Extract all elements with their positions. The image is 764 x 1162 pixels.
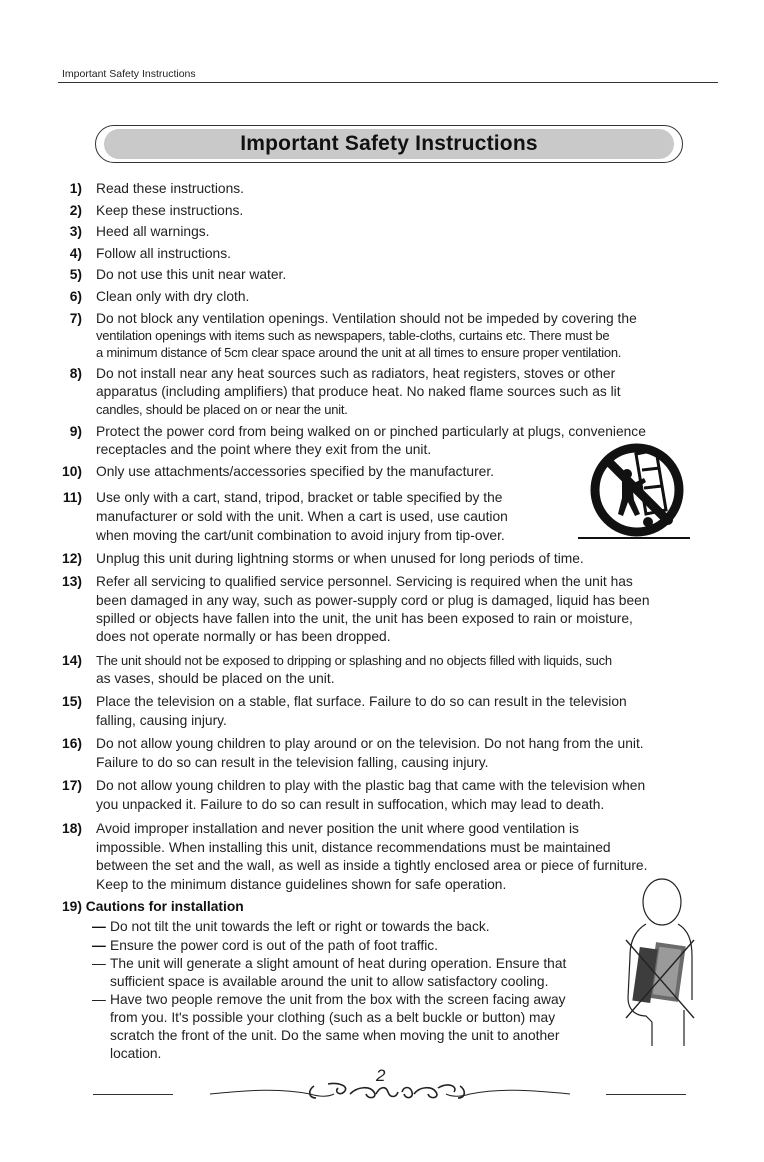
item-line: Follow all instructions. xyxy=(96,246,231,261)
item-line: manufacturer or sold with the unit. When a cart is used, use caution xyxy=(96,509,508,524)
caution-line: The unit will generate a slight amount of heat during operation. Ensure that xyxy=(110,956,567,971)
item-number: 15) xyxy=(62,694,82,709)
item-number: 3) xyxy=(69,224,82,239)
item-number: 17) xyxy=(62,778,82,793)
running-header: Important Safety Instructions xyxy=(62,68,196,80)
item-line: as vases, should be placed on the unit. xyxy=(96,671,335,686)
item-line: between the set and the wall, as well as inside a tightly enclosed area or piece of furniture. xyxy=(96,858,648,873)
footer-rule-right xyxy=(606,1094,686,1095)
item-line: Keep these instructions. xyxy=(96,203,244,218)
dash-bullet: — xyxy=(92,938,106,953)
item-line: Heed all warnings. xyxy=(96,224,210,239)
footer-rule-left xyxy=(93,1094,173,1095)
item-line: you unpacked it. Failure to do so can result in suffocation, which may lead to death. xyxy=(96,797,605,812)
item-line: Use only with a cart, stand, tripod, bracket or table specified by the xyxy=(96,490,503,505)
item-line: been damaged in any way, such as power-supply cord or plug is damaged, liquid has been xyxy=(96,593,650,608)
caution-line: sufficient space is available around the unit to allow satisfactory cooling. xyxy=(110,974,549,989)
item-number: 9) xyxy=(69,424,82,439)
cart-tip-over-warning-icon xyxy=(578,440,696,542)
caution-line: scratch the front of the unit. Do the same when moving the unit to another xyxy=(110,1028,560,1043)
item-number: 11) xyxy=(62,490,82,505)
ornament-flourish-icon xyxy=(210,1080,570,1104)
item-line: does not operate normally or has been dropped. xyxy=(96,629,391,644)
item-line: Unplug this unit during lightning storms or when unused for long periods of time. xyxy=(96,551,584,566)
title-banner xyxy=(95,125,683,163)
caution-line: from you. It's possible your clothing (such as a belt buckle or button) may xyxy=(110,1010,556,1025)
item-line: Do not use this unit near water. xyxy=(96,267,287,282)
item-number: 1) xyxy=(69,181,82,196)
item-line: candles, should be placed on or near the unit. xyxy=(96,402,348,417)
item-line: apparatus (including amplifiers) that produce heat. No naked flame sources such as lit xyxy=(96,384,621,399)
item-line: Only use attachments/accessories specified by the manufacturer. xyxy=(96,464,495,479)
caution-line: Ensure the power cord is out of the path of foot traffic. xyxy=(110,938,438,953)
cautions-heading: 19) Cautions for installation xyxy=(62,899,244,914)
item-line: Clean only with dry cloth. xyxy=(96,289,250,304)
item-line: Read these instructions. xyxy=(96,181,245,196)
item-line: Do not block any ventilation openings. Ventilation should not be impeded by covering the xyxy=(96,311,637,326)
item-number: 14) xyxy=(62,653,82,668)
item-line: receptacles and the point where they exit from the unit. xyxy=(96,442,432,457)
item-line: Do not allow young children to play around or on the television. Do not hang from the unit. xyxy=(96,736,644,751)
item-line: Keep to the minimum distance guidelines shown for safe operation. xyxy=(96,877,507,892)
title-banner-fill xyxy=(104,129,674,159)
item-number: 18) xyxy=(62,821,82,836)
item-line: Do not install near any heat sources such as radiators, heat registers, stoves or other xyxy=(96,366,616,381)
item-line: Failure to do so can result in the television falling, causing injury. xyxy=(96,755,489,770)
item-number: 6) xyxy=(69,289,82,304)
header-rule xyxy=(58,82,718,83)
item-number: 10) xyxy=(62,464,82,479)
caution-line: Have two people remove the unit from the box with the screen facing away xyxy=(110,992,566,1007)
item-line: Do not allow young children to play with the plastic bag that came with the television when xyxy=(96,778,646,793)
item-line: ventilation openings with items such as newspapers, table-cloths, curtains etc. There must be xyxy=(96,328,610,343)
item-number: 4) xyxy=(69,246,82,261)
item-line: a minimum distance of 5cm clear space around the unit at all times to ensure proper ventilation. xyxy=(96,345,622,360)
item-line: Avoid improper installation and never position the unit where good ventilation is xyxy=(96,821,579,836)
caution-line: location. xyxy=(110,1046,162,1061)
dash-bullet: — xyxy=(92,956,106,971)
item-number: 8) xyxy=(69,366,82,381)
item-line: when moving the cart/unit combination to avoid injury from tip-over. xyxy=(96,528,505,543)
caution-line: Do not tilt the unit towards the left or right or towards the back. xyxy=(110,919,490,934)
item-line: falling, causing injury. xyxy=(96,713,227,728)
item-line: spilled or objects have fallen into the unit, the unit has been exposed to rain or moisture, xyxy=(96,611,633,626)
item-number: 12) xyxy=(62,551,82,566)
item-line: Place the television on a stable, flat surface. Failure to do so can result in the television xyxy=(96,694,627,709)
item-number: 13) xyxy=(62,574,82,589)
item-line: Refer all servicing to qualified service personnel. Servicing is required when the unit has xyxy=(96,574,633,589)
item-line: The unit should not be exposed to dripping or splashing and no objects filled with liquids, such xyxy=(96,653,612,668)
item-number: 16) xyxy=(62,736,82,751)
page-title: Important Safety Instructions xyxy=(240,132,538,155)
dash-bullet: — xyxy=(92,919,106,934)
person-carrying-tv-prohibited-icon xyxy=(622,878,698,1046)
item-number: 5) xyxy=(69,267,82,282)
item-line: impossible. When installing this unit, distance recommendations must be maintained xyxy=(96,840,611,855)
item-number: 2) xyxy=(69,203,82,218)
item-number: 7) xyxy=(69,311,82,326)
item-line: Protect the power cord from being walked on or pinched particularly at plugs, convenience xyxy=(96,424,646,439)
page-number: 2 xyxy=(376,1066,386,1085)
dash-bullet: — xyxy=(92,992,106,1007)
